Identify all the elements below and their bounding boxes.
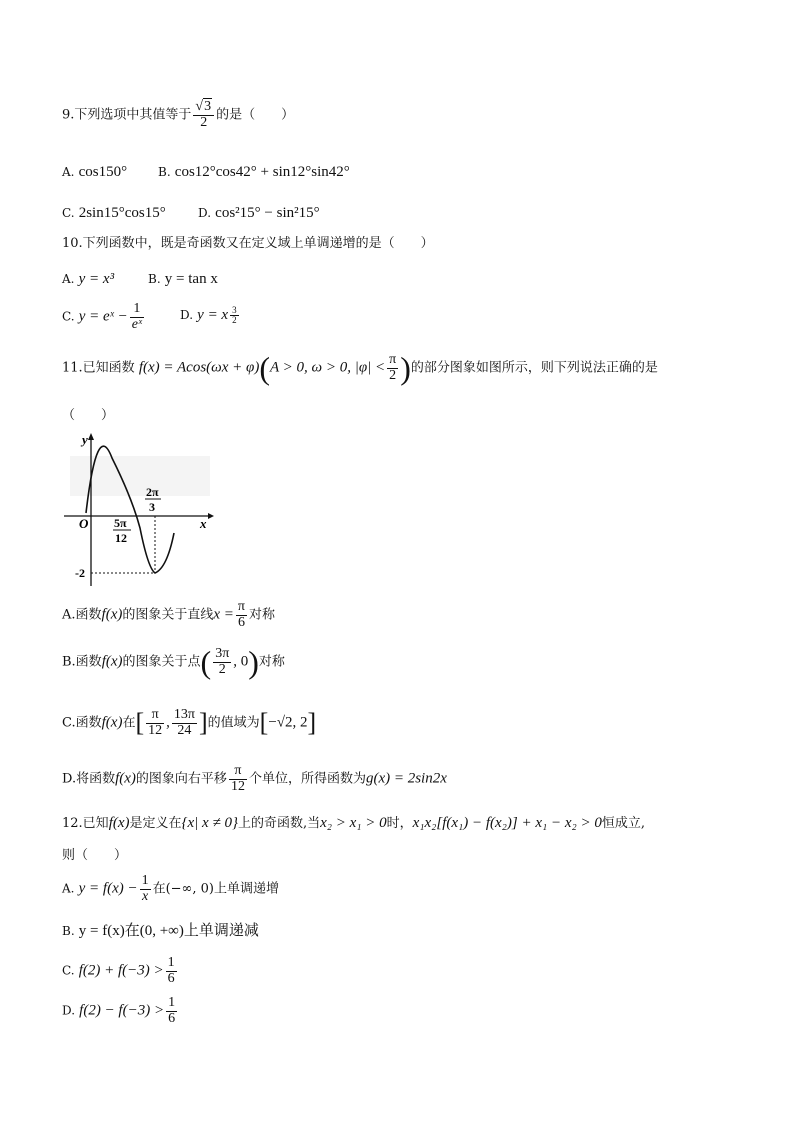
q11-b-fraction: [213, 647, 231, 677]
q12-d-text: f(2) − f(−3) >: [79, 1002, 165, 1019]
q11-option-d: [62, 764, 447, 794]
q11-a-fx: f(x): [101, 606, 123, 623]
q11-d-fraction: [229, 764, 247, 794]
q11-c-range: −√2, 2: [268, 714, 308, 731]
q10-option-c: [62, 302, 146, 332]
q11-b-right-paren: ): [248, 644, 259, 680]
q11-graph: [62, 428, 216, 588]
q11-cond-fraction: [387, 353, 398, 383]
q11-b-zero: , 0: [233, 653, 249, 670]
q11-c-fx: f(x): [101, 714, 123, 731]
q9-c-text: 2sin15°cos15°: [78, 205, 166, 221]
q11-y-label: y: [82, 432, 88, 447]
q12-stem: [62, 814, 645, 832]
q9-option-d: [198, 204, 320, 222]
q12-stem-mid2: 上的奇函数,当: [237, 816, 321, 831]
q11-cond: A > 0, ω > 0, |φ| <: [269, 359, 386, 376]
q10-d-pre: y = x: [197, 307, 229, 323]
q11-b-left-paren: (: [200, 644, 212, 680]
q11-a-x: x =: [213, 606, 234, 623]
q11-func: f(x) = Acos(ωx + φ): [138, 359, 260, 376]
q10-d-exponent: [230, 306, 239, 326]
q11-c-mid2: 的值域为: [207, 715, 260, 731]
q11-c-den2: 24: [177, 722, 192, 738]
q12-cond2: x₁x₂[f(x₁) − f(x₂)] + x₁ − x₂ > 0: [412, 815, 602, 831]
q12-option-c: [62, 956, 179, 986]
q10-b-label: B.: [148, 272, 161, 286]
q11-a-mid: 的图象关于直线: [122, 607, 214, 623]
q12-set: {x| x ≠ 0}: [181, 815, 238, 831]
q10-d-exp-den: 2: [232, 315, 237, 326]
q11-b-fx: f(x): [101, 653, 123, 670]
q12-stem-suffix: 恒成立,: [601, 816, 645, 831]
q10-a-text: y = x³: [78, 271, 115, 287]
q11-stem-prefix: 11.已知函数: [62, 360, 135, 376]
q11-stem-suffix: 的部分图象如图所示，则下列说法正确的是: [410, 360, 658, 376]
q11-right-paren: ): [400, 350, 411, 386]
q9-option-b: [158, 163, 350, 181]
q11-c-right-bracket: ]: [198, 708, 208, 738]
q11-c-fraction-2: [172, 708, 197, 738]
q11-d-mid2: 个单位，所得函数为: [248, 771, 366, 787]
q12-c-fraction: [166, 956, 177, 986]
q11-min-label: -2: [75, 566, 85, 580]
q9-fraction: $\frac{√3}{2}$: [193, 100, 214, 130]
q12-stem-mid3: 时，: [386, 816, 413, 831]
q12-a-pre: y = f(x) −: [78, 880, 138, 897]
q11-c-left-bracket: [: [135, 708, 145, 738]
q11-option-a: [62, 600, 275, 630]
q12-cond1: x₂ > x₁ > 0: [320, 815, 387, 831]
q12-option-d: [62, 996, 179, 1026]
q11-origin-label: O: [79, 516, 89, 531]
q11-b-num: 3π: [215, 645, 230, 661]
q11-c-mid: 在: [122, 715, 136, 731]
q12-a-label: A.: [62, 881, 75, 896]
q11-c-den1: 12: [148, 722, 163, 738]
q11-b-pre: B.函数: [62, 654, 102, 670]
q12-stem-mid: 是定义在: [129, 816, 182, 831]
q11-tick2-num: 2π: [146, 485, 159, 499]
q9-b-label: B.: [158, 165, 171, 179]
q10-b-text: y = tan x: [164, 271, 218, 287]
q11-d-fx: f(x): [115, 770, 136, 787]
q11-cond-num: π: [389, 351, 397, 367]
q11-option-b: [62, 646, 285, 678]
q12-a-num: 1: [141, 873, 149, 888]
q11-d-g: g(x) = 2sin2x: [365, 770, 447, 787]
q12-c-label: C.: [62, 963, 75, 978]
q10-d-label: D.: [180, 308, 194, 322]
q11-c-num2: 13π: [173, 707, 195, 722]
q12-b-label: B.: [62, 924, 75, 938]
q11-paren: [62, 408, 114, 424]
q9-frac-num: 3: [204, 99, 212, 114]
q11-c-range-right: ]: [307, 708, 317, 738]
q11-a-num: π: [237, 599, 245, 614]
q10-option-b: [148, 270, 218, 288]
q12-a-post: 在(−∞, 0)上单调递增: [152, 881, 279, 897]
q9-option-a: [62, 163, 127, 181]
q11-option-c: [62, 708, 316, 738]
q11-d-den: 12: [230, 778, 245, 794]
q10-c-fraction: [130, 302, 144, 332]
q10-c-label: C.: [62, 309, 75, 324]
q12-b-text: y = f(x)在(0, +∞)上单调递减: [78, 923, 259, 939]
q12-d-num: 1: [168, 995, 176, 1010]
q9-stem-prefix: 9.下列选项中其值等于: [62, 107, 192, 123]
q11-x-arrow: [208, 513, 214, 519]
q12-c-num: 1: [167, 955, 175, 970]
q12-option-b: [62, 922, 259, 940]
q12-c-text: f(2) + f(−3) >: [78, 962, 164, 979]
q9-stem-suffix: 的是（ ）: [216, 107, 295, 123]
q9-a-label: A.: [62, 165, 75, 179]
q12-d-fraction: [166, 996, 177, 1026]
q9-stem: [62, 100, 294, 130]
q12-stem-prefix: 12.已知: [62, 816, 109, 831]
q11-b-post: 对称: [258, 654, 285, 670]
q10-d-exp-num: 3: [232, 305, 237, 315]
q11-c-fraction-1: [146, 708, 164, 738]
q11-d-num: π: [229, 764, 247, 780]
q12-d-den: 6: [168, 1010, 176, 1026]
q11-c-comma: ,: [166, 714, 170, 731]
q11-d-pre: D.将函数: [62, 771, 116, 787]
q12-then: [62, 848, 127, 864]
q11-c-pre: C.函数: [62, 715, 102, 731]
q9-d-text: cos²15° − sin²15°: [215, 205, 320, 221]
q11-x-label: x: [200, 516, 207, 531]
q10-stem-text: 10.下列函数中，既是奇函数又在定义域上单调递增的是（ ）: [62, 236, 434, 251]
q11-a-fraction: [236, 600, 247, 630]
q11-left-paren: (: [259, 350, 270, 386]
q11-paren-text: （ ）: [62, 408, 115, 423]
q9-frac-den: 2: [200, 114, 208, 130]
q11-tick2-den: 3: [149, 500, 155, 514]
q12-fx: f(x): [108, 815, 130, 831]
q11-a-den: 6: [237, 614, 245, 630]
q12-a-den: x: [141, 888, 149, 904]
q11-c-num1: π: [146, 708, 164, 724]
q10-stem: [62, 236, 434, 252]
q9-a-text: cos150°: [78, 164, 128, 180]
q11-tick1-den: 12: [115, 531, 127, 545]
q9-option-c: [62, 204, 166, 222]
q12-d-label: D.: [62, 1003, 76, 1018]
q10-c-num: 1: [130, 302, 144, 318]
q10-option-a: [62, 270, 114, 288]
q11-cond-den: 2: [389, 367, 397, 383]
q11-stem: [62, 352, 658, 384]
q9-d-label: D.: [198, 206, 212, 220]
q9-c-label: C.: [62, 206, 75, 220]
q11-b-mid: 的图象关于点: [122, 654, 201, 670]
q12-c-den: 6: [167, 970, 175, 986]
q11-b-den: 2: [218, 661, 226, 677]
q10-c-den: eˣ: [131, 316, 142, 332]
q11-y-arrow: [88, 433, 94, 440]
q12-a-fraction: [140, 874, 151, 904]
q9-b-text: cos12°cos42° + sin12°sin42°: [174, 164, 350, 180]
q11-a-pre: A.函数: [62, 607, 102, 623]
q11-tick1-num: 5π: [114, 516, 127, 530]
q11-d-mid: 的图象向右平移: [135, 771, 227, 787]
q11-a-post: 对称: [248, 607, 275, 623]
q10-option-d: [180, 306, 241, 326]
q12-option-a: [62, 874, 279, 904]
q11-c-range-left: [: [259, 708, 269, 738]
q10-a-label: A.: [62, 272, 75, 286]
q10-c-pre: y = eˣ −: [78, 308, 128, 325]
q12-then-text: 则（ ）: [62, 848, 128, 863]
